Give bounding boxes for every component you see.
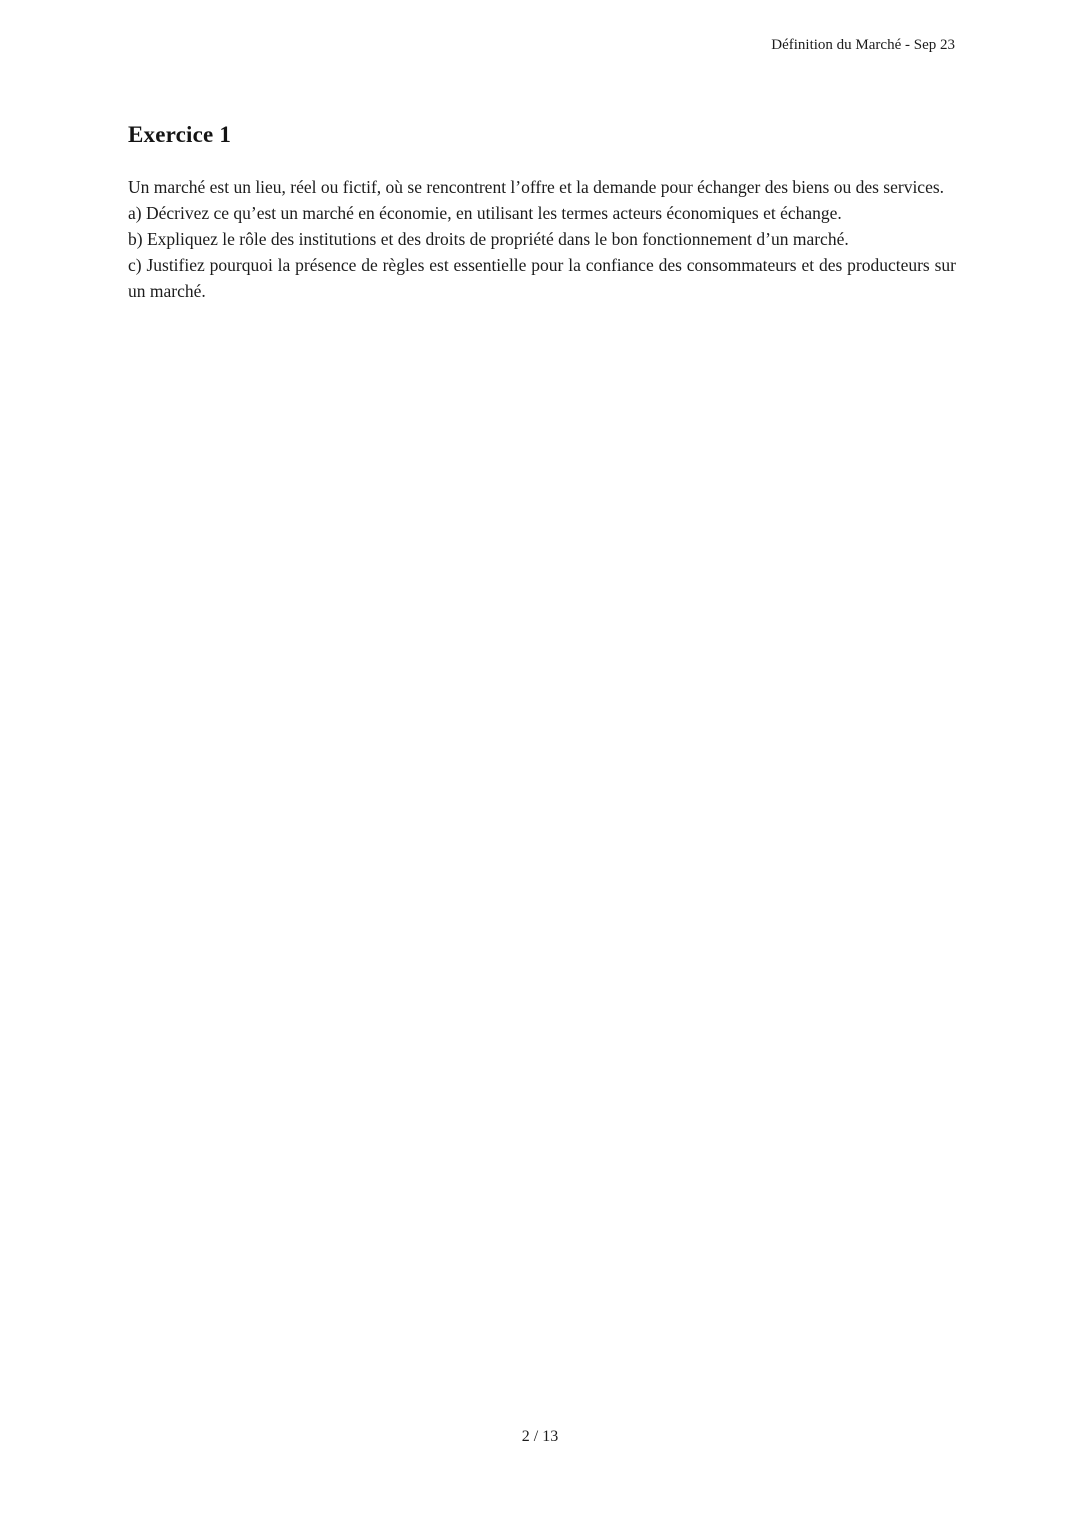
running-header: Définition du Marché - Sep 23 — [771, 37, 955, 53]
exercise-title: Exercice 1 — [128, 122, 232, 147]
exercise-question-c: c) Justifiez pourquoi la présence de règles est essentielle pour la confiance des consommateurs et des producteurs sur un marché. — [128, 255, 956, 301]
exercise-question-b: b) Expliquez le rôle des institutions et des droits de propriété dans le bon fonctionnement d’un marché. — [128, 229, 849, 249]
exercise-question-a: a) Décrivez ce qu’est un marché en économie, en utilisant les termes acteurs économiques et échange. — [128, 203, 842, 223]
page-number: 2 / 13 — [521, 1428, 559, 1445]
exercise-intro: Un marché est un lieu, réel ou fictif, où se rencontrent l’offre et la demande pour échanger des biens ou des services. — [128, 177, 945, 197]
exercise-body — [128, 174, 956, 304]
